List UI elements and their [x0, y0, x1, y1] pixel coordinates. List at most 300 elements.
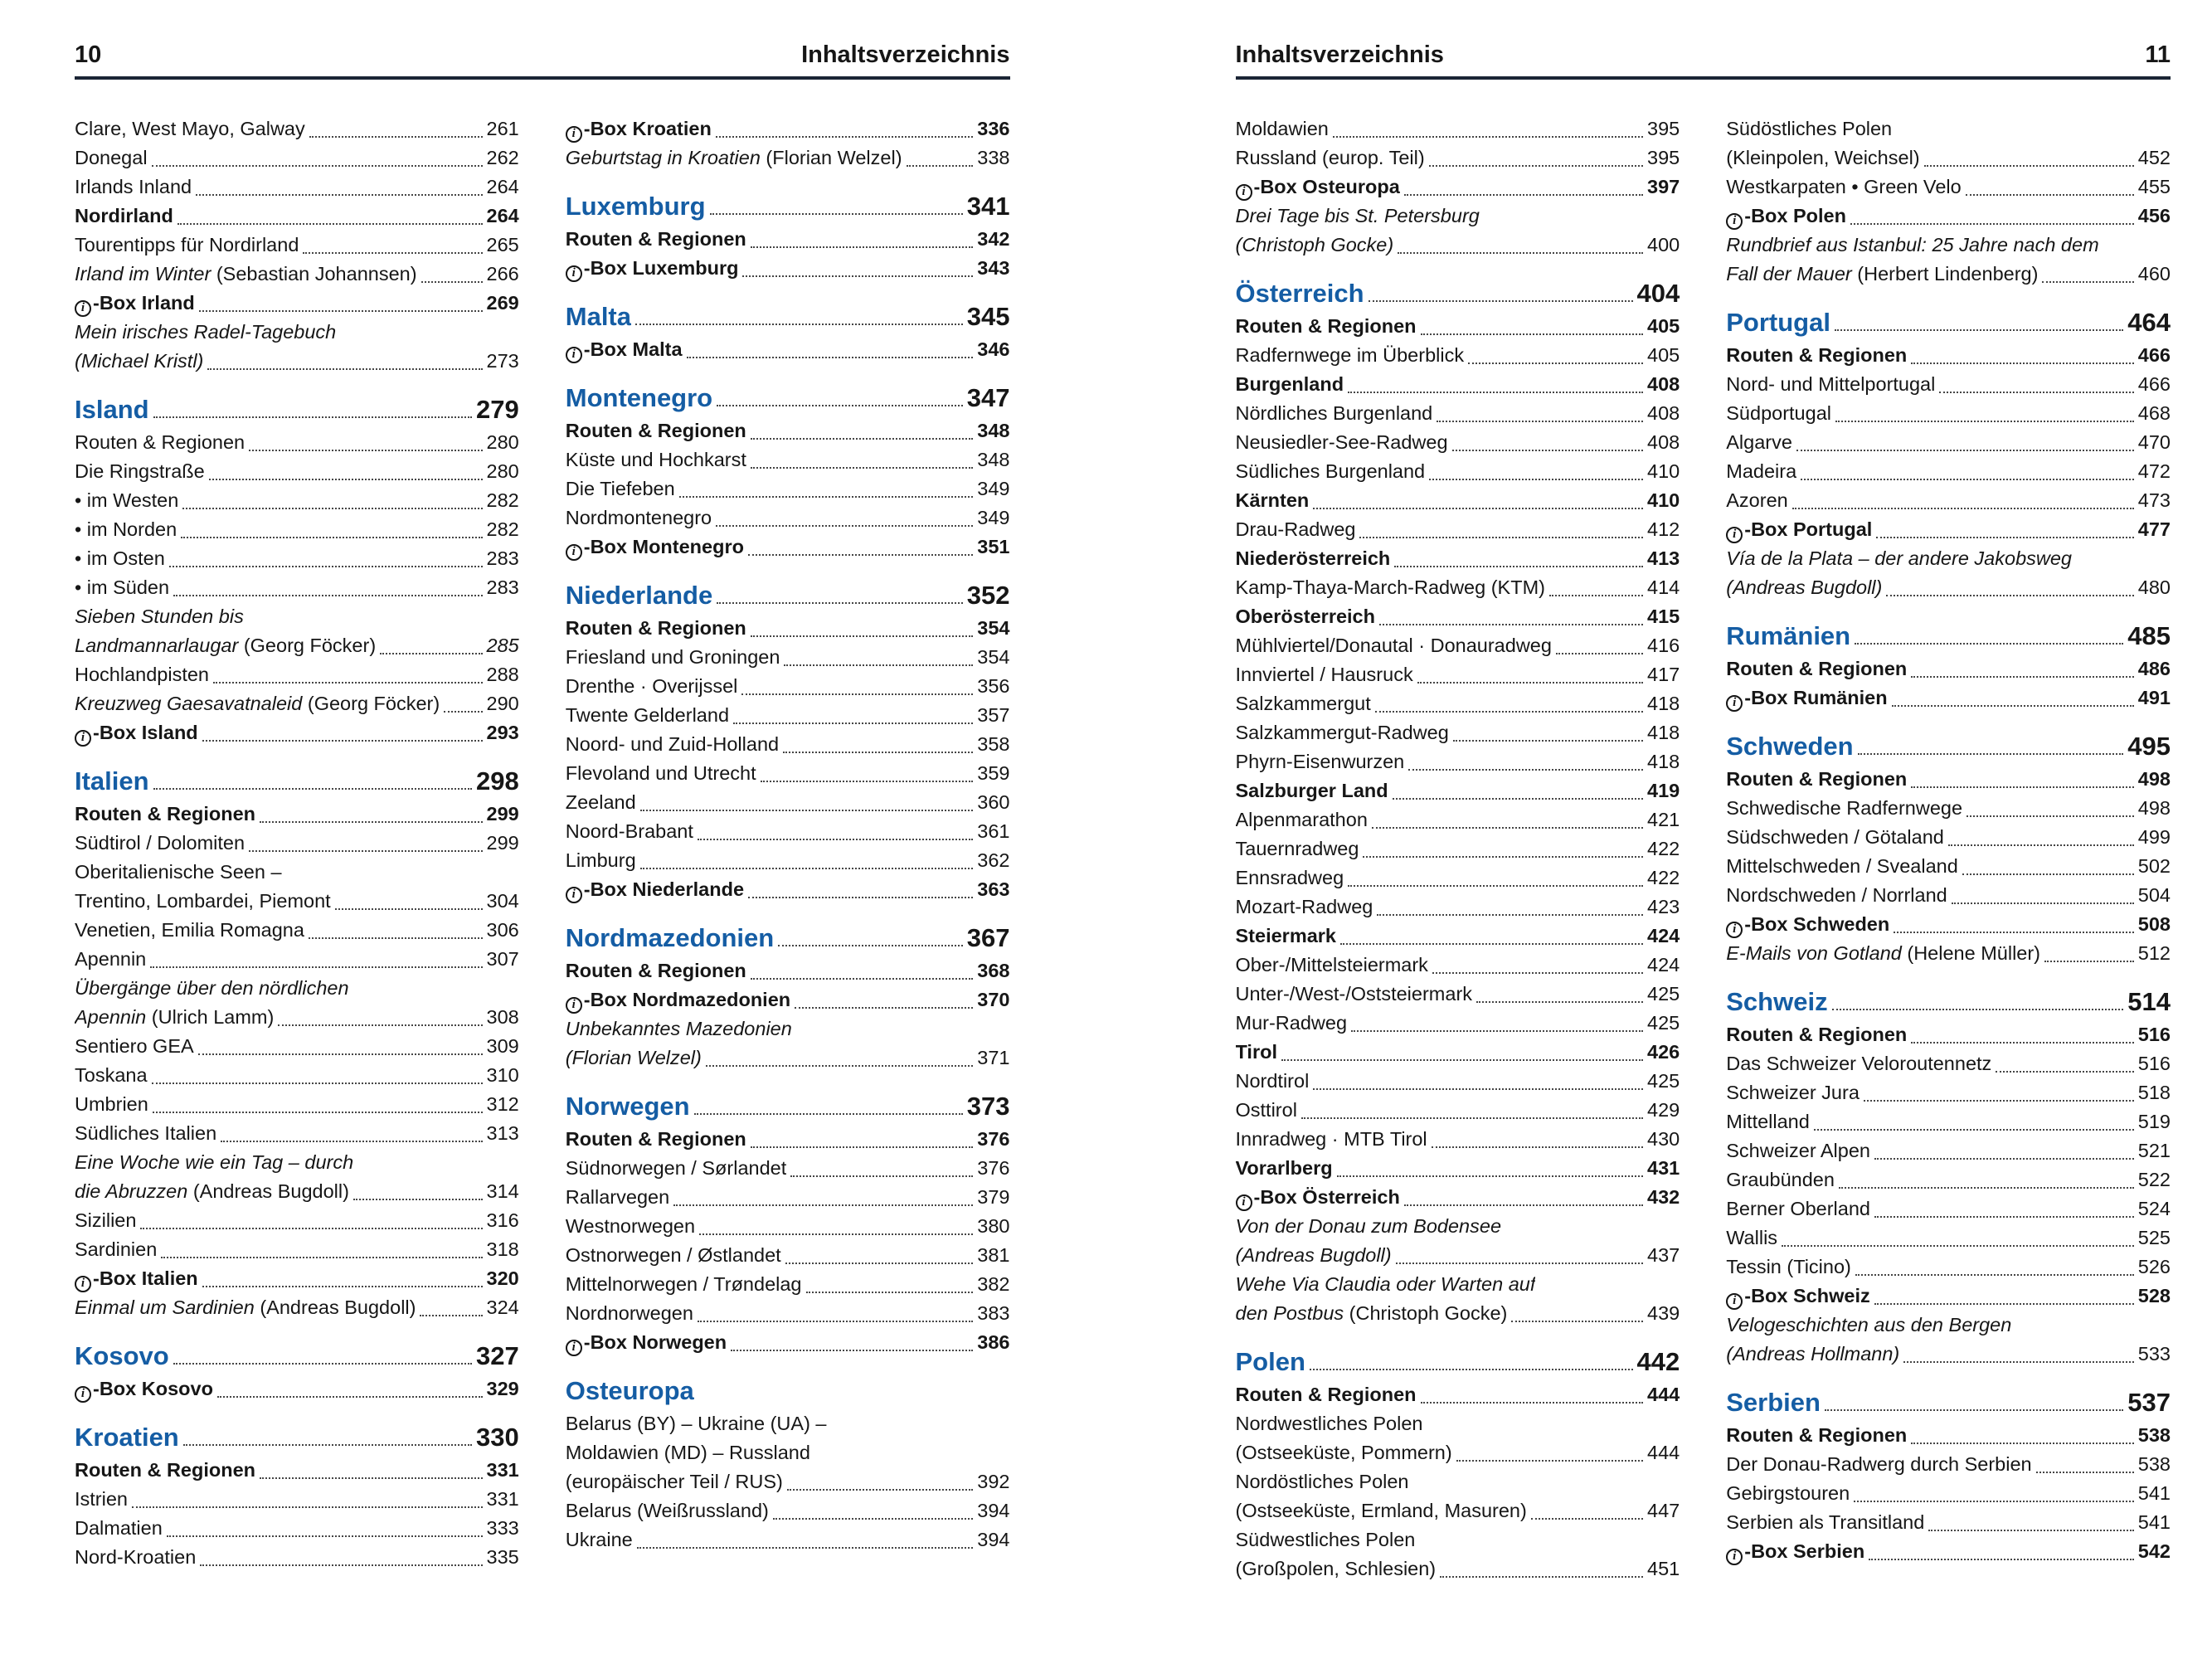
- toc-entry[interactable]: [75, 1374, 519, 1404]
- toc-entry[interactable]: [566, 114, 1010, 144]
- toc-entry[interactable]: [566, 1270, 1010, 1299]
- entry-text: [1236, 834, 1359, 864]
- entry-text: [1236, 660, 1413, 689]
- entry-text: [566, 114, 712, 144]
- toc-entry[interactable]: [75, 1264, 519, 1293]
- toc-entry[interactable]: [1726, 1049, 2171, 1078]
- toc-entry[interactable]: [1236, 515, 1680, 544]
- toc-entry[interactable]: [1236, 573, 1680, 602]
- entry-text-part: -Box Rumänien: [1744, 687, 1888, 708]
- entry-text-part: (Georg Föcker): [238, 635, 377, 656]
- toc-entry[interactable]: [1236, 457, 1680, 486]
- toc-entry[interactable]: [75, 887, 519, 916]
- page-number: 282: [486, 489, 519, 511]
- page-number: 524: [2137, 1198, 2171, 1219]
- entry-text-part: Die Ringstraße: [75, 460, 205, 482]
- toc-entry[interactable]: [1726, 1479, 2171, 1508]
- toc-entry[interactable]: [75, 1543, 519, 1572]
- entry-text: [75, 631, 376, 660]
- entry-text: [1236, 951, 1428, 980]
- entry-text-part: Rallarvegen: [565, 1186, 670, 1208]
- entry-text-part: Routen & Regionen: [75, 1459, 256, 1481]
- entry-text-part: -Box Montenegro: [583, 536, 744, 557]
- toc-heading[interactable]: [566, 383, 1010, 412]
- toc-entry[interactable]: [566, 701, 1010, 730]
- dot-leader: [1417, 682, 1643, 684]
- toc-entry[interactable]: [75, 1235, 519, 1264]
- toc-entry[interactable]: [1726, 573, 2171, 602]
- entry-text: [1236, 1067, 1310, 1096]
- toc-entry[interactable]: [566, 643, 1010, 672]
- page-number: 472: [2137, 460, 2171, 482]
- page-number: 327: [476, 1341, 519, 1370]
- toc-entry[interactable]: [1726, 939, 2171, 968]
- info-icon: i: [566, 265, 582, 282]
- toc-entry[interactable]: [566, 730, 1010, 759]
- toc-entry[interactable]: [1236, 1183, 1680, 1212]
- dot-leader: [1911, 676, 2134, 678]
- entry-text: [75, 660, 209, 689]
- entry-text: [566, 1154, 787, 1183]
- toc-heading[interactable]: [1726, 987, 2171, 1016]
- dot-leader: [1864, 1100, 2134, 1102]
- toc-entry[interactable]: [566, 1241, 1010, 1270]
- entry-text-part: Dalmatien: [75, 1517, 163, 1539]
- toc-entry[interactable]: [1726, 1078, 2171, 1107]
- toc-entry[interactable]: [1726, 765, 2171, 794]
- toc-entry[interactable]: [1236, 202, 1680, 231]
- entry-text-part: Routen & Regionen: [1726, 658, 1908, 679]
- toc-entry[interactable]: [1236, 1467, 1680, 1496]
- dot-leader: [1333, 136, 1643, 138]
- toc-entry[interactable]: [1726, 486, 2171, 515]
- page-number: 376: [977, 1157, 1010, 1179]
- dot-leader: [751, 635, 974, 637]
- toc-entry[interactable]: [1726, 1421, 2171, 1450]
- toc-entry[interactable]: [1726, 370, 2171, 399]
- toc-entry[interactable]: [75, 800, 519, 829]
- entry-text: [1236, 922, 1337, 951]
- toc-entry[interactable]: [1236, 1270, 1680, 1299]
- toc-entry[interactable]: [75, 202, 519, 231]
- toc-entry[interactable]: [75, 544, 519, 573]
- toc-entry[interactable]: [1236, 341, 1680, 370]
- toc-entry[interactable]: [566, 1525, 1010, 1554]
- page-number: 498: [2137, 797, 2171, 819]
- toc-entry[interactable]: [75, 515, 519, 544]
- entry-text-part: Drei Tage bis St. Petersburg: [1235, 205, 1480, 226]
- toc-entry[interactable]: [1726, 457, 2171, 486]
- entry-text: [75, 1090, 148, 1119]
- toc-entry[interactable]: [1726, 428, 2171, 457]
- toc-heading[interactable]: [1726, 621, 2171, 650]
- toc-entry[interactable]: [1236, 1554, 1680, 1584]
- toc-heading[interactable]: [566, 923, 1010, 952]
- toc-entry[interactable]: [1726, 794, 2171, 823]
- entry-text-part: Noord-Brabant: [565, 820, 693, 842]
- dot-leader: [1903, 1361, 2134, 1363]
- page-number: 335: [486, 1546, 519, 1568]
- toc-entry[interactable]: [1726, 399, 2171, 428]
- toc-entry[interactable]: [1236, 1212, 1680, 1241]
- toc-entry[interactable]: [1236, 834, 1680, 864]
- entry-text-part: Schweiz: [1726, 987, 1828, 1016]
- toc-entry[interactable]: [75, 858, 519, 887]
- dot-leader: [132, 1506, 483, 1508]
- toc-entry[interactable]: [1726, 341, 2171, 370]
- entry-text-part: Schwedische Radfernwege: [1726, 797, 1963, 819]
- toc-entry[interactable]: [75, 631, 519, 660]
- toc-entry[interactable]: [566, 1212, 1010, 1241]
- toc-entry[interactable]: [1726, 114, 2171, 144]
- toc-entry[interactable]: [1236, 544, 1680, 573]
- toc-entry[interactable]: [75, 260, 519, 289]
- page-number: 400: [1647, 234, 1680, 255]
- page-number: 359: [977, 762, 1010, 784]
- toc-heading[interactable]: [566, 1092, 1010, 1121]
- toc-entry[interactable]: [1726, 684, 2171, 713]
- toc-entry[interactable]: [1726, 910, 2171, 939]
- entry-text: [75, 318, 336, 347]
- toc-entry[interactable]: [75, 660, 519, 689]
- toc-entry[interactable]: [1236, 1154, 1680, 1183]
- toc-entry[interactable]: [75, 428, 519, 457]
- toc-entry[interactable]: [1236, 602, 1680, 631]
- toc-entry[interactable]: [1236, 631, 1680, 660]
- toc-entry[interactable]: [1236, 805, 1680, 834]
- entry-text: [1236, 747, 1405, 776]
- toc-entry[interactable]: [1726, 1107, 2171, 1136]
- dot-leader: [213, 682, 483, 684]
- toc-entry[interactable]: [1236, 776, 1680, 805]
- toc-entry[interactable]: [75, 114, 519, 144]
- toc-entry[interactable]: [1726, 1194, 2171, 1224]
- dot-leader: [198, 1053, 483, 1055]
- toc-entry[interactable]: [566, 445, 1010, 474]
- toc-entry[interactable]: [1236, 718, 1680, 747]
- page-header: [75, 41, 1010, 80]
- entry-text: [566, 672, 738, 701]
- page-number: 376: [977, 1128, 1010, 1150]
- toc-entry[interactable]: [1726, 173, 2171, 202]
- toc-entry[interactable]: [1236, 231, 1680, 260]
- toc-entry[interactable]: [1726, 1020, 2171, 1049]
- toc-entry[interactable]: [1236, 1125, 1680, 1154]
- toc-entry[interactable]: [566, 956, 1010, 985]
- toc-heading[interactable]: [75, 1341, 519, 1370]
- page-number: 280: [486, 431, 519, 453]
- entry-text-part: Belarus (BY) – Ukraine (UA) –: [565, 1413, 827, 1434]
- entry-text: [566, 1376, 694, 1405]
- toc-entry[interactable]: [1236, 1409, 1680, 1438]
- entry-text: [75, 602, 244, 631]
- toc-entry[interactable]: [1236, 893, 1680, 922]
- entry-text: [566, 759, 756, 788]
- toc-entry[interactable]: [1236, 1496, 1680, 1525]
- toc-entry[interactable]: [566, 1299, 1010, 1328]
- toc-heading[interactable]: [566, 581, 1010, 610]
- toc-entry[interactable]: [1726, 1450, 2171, 1479]
- entry-text: [566, 1328, 727, 1357]
- toc-entry[interactable]: [566, 474, 1010, 504]
- page-number: 308: [486, 1006, 519, 1028]
- entry-text: [566, 1014, 792, 1044]
- dot-leader: [1858, 753, 2124, 755]
- entry-text-part: Sieben Stunden bis: [75, 606, 244, 627]
- toc-entry[interactable]: [75, 289, 519, 318]
- toc-entry[interactable]: [1236, 1438, 1680, 1467]
- toc-entry[interactable]: [1726, 1136, 2171, 1165]
- dot-leader: [1421, 333, 1644, 335]
- page-number: 380: [977, 1215, 1010, 1237]
- toc-entry[interactable]: [566, 1438, 1010, 1467]
- toc-entry[interactable]: [1726, 231, 2171, 260]
- dot-leader: [635, 324, 963, 325]
- info-icon: i: [566, 997, 582, 1014]
- toc-entry[interactable]: [566, 1496, 1010, 1525]
- entry-text: [75, 858, 282, 887]
- dot-leader: [679, 496, 974, 498]
- dot-leader: [309, 937, 483, 939]
- toc-entry[interactable]: [566, 985, 1010, 1014]
- info-icon: i: [75, 1386, 91, 1403]
- toc-entry[interactable]: [1236, 660, 1680, 689]
- toc-entry[interactable]: [566, 225, 1010, 254]
- page-number-folio: 10: [75, 41, 102, 68]
- toc-entry[interactable]: [566, 335, 1010, 364]
- toc-entry[interactable]: [75, 318, 519, 347]
- entry-text: [1726, 144, 1919, 173]
- toc-entry[interactable]: [75, 689, 519, 718]
- entry-text: [1726, 515, 1872, 544]
- entry-text-part: Mittelnorwegen / Trøndelag: [565, 1273, 802, 1295]
- toc-entry[interactable]: [1236, 1525, 1680, 1554]
- toc-entry[interactable]: [566, 504, 1010, 533]
- entry-text-part: Gebirgstouren: [1726, 1482, 1850, 1504]
- info-icon: i: [1726, 527, 1743, 543]
- entry-text-part: Mittelschweden / Svealand: [1726, 855, 1958, 877]
- toc-heading[interactable]: [75, 395, 519, 424]
- toc-entry[interactable]: [566, 1014, 1010, 1044]
- toc-entry[interactable]: [75, 457, 519, 486]
- toc-entry[interactable]: [1236, 312, 1680, 341]
- page-number: 397: [1647, 176, 1680, 197]
- info-icon: i: [1726, 213, 1743, 230]
- toc-entry[interactable]: [566, 1154, 1010, 1183]
- toc-entry[interactable]: [75, 1206, 519, 1235]
- toc-entry[interactable]: [566, 875, 1010, 904]
- toc-entry[interactable]: [566, 254, 1010, 283]
- toc-heading[interactable]: [1726, 1388, 2171, 1417]
- toc-entry[interactable]: [1236, 951, 1680, 980]
- toc-entry[interactable]: [75, 602, 519, 631]
- toc-entry[interactable]: [1236, 1299, 1680, 1328]
- toc-entry[interactable]: [1726, 202, 2171, 231]
- toc-entry[interactable]: [1236, 114, 1680, 144]
- toc-entry[interactable]: [1236, 980, 1680, 1009]
- toc-entry[interactable]: [1726, 1282, 2171, 1311]
- toc-heading[interactable]: [75, 766, 519, 795]
- entry-text: [566, 846, 636, 875]
- entry-text: [566, 788, 636, 817]
- entry-text-part: Südnorwegen / Sørlandet: [565, 1157, 787, 1179]
- toc-entry[interactable]: [1726, 1224, 2171, 1253]
- toc-entry[interactable]: [1236, 864, 1680, 893]
- entry-text-part: Das Schweizer Veloroutennetz: [1726, 1053, 1992, 1074]
- toc-entry[interactable]: [566, 846, 1010, 875]
- toc-heading[interactable]: [1236, 1347, 1680, 1376]
- dot-leader: [152, 1082, 483, 1084]
- entry-text-part: Salzkammergut: [1235, 693, 1371, 714]
- toc-entry[interactable]: [1726, 654, 2171, 684]
- toc-entry[interactable]: [75, 1061, 519, 1090]
- toc-entry[interactable]: [75, 916, 519, 945]
- entry-text-part: den Postbus: [1235, 1302, 1344, 1324]
- entry-text: [1726, 1340, 1899, 1369]
- toc-entry[interactable]: [566, 788, 1010, 817]
- toc-entry[interactable]: [1726, 852, 2171, 881]
- toc-entry[interactable]: [1236, 370, 1680, 399]
- toc-entry[interactable]: [1236, 747, 1680, 776]
- dot-leader: [202, 1286, 483, 1287]
- toc-entry[interactable]: [75, 173, 519, 202]
- toc-entry[interactable]: [566, 1328, 1010, 1357]
- toc-entry[interactable]: [75, 347, 519, 376]
- page-number: 290: [486, 693, 519, 714]
- entry-text-part: Südschweden / Götaland: [1726, 826, 1944, 848]
- toc-heading[interactable]: [566, 302, 1010, 331]
- toc-entry[interactable]: [566, 672, 1010, 701]
- toc-heading[interactable]: [1236, 279, 1680, 308]
- toc-entry[interactable]: [1726, 1253, 2171, 1282]
- toc-entry[interactable]: [566, 759, 1010, 788]
- toc-entry[interactable]: [1236, 1380, 1680, 1409]
- toc-entry[interactable]: [75, 1032, 519, 1061]
- toc-entry[interactable]: [1236, 428, 1680, 457]
- toc-entry[interactable]: [1236, 399, 1680, 428]
- toc-entry[interactable]: [1726, 881, 2171, 910]
- entry-text-part: Küste und Hochkarst: [565, 449, 746, 470]
- page-number: 370: [977, 989, 1010, 1010]
- toc-entry[interactable]: [1236, 1241, 1680, 1270]
- toc-entry[interactable]: [566, 533, 1010, 562]
- toc-entry[interactable]: [566, 416, 1010, 445]
- toc-entry[interactable]: [75, 1485, 519, 1514]
- toc-entry[interactable]: [75, 945, 519, 974]
- page-number: 516: [2137, 1024, 2171, 1045]
- page-number: 424: [1647, 925, 1680, 946]
- toc-entry[interactable]: [75, 1177, 519, 1206]
- entry-text: [566, 985, 790, 1014]
- toc-entry[interactable]: [75, 1456, 519, 1485]
- dot-leader: [200, 1564, 482, 1566]
- toc-entry[interactable]: [75, 1090, 519, 1119]
- entry-text-part: Umbrien: [75, 1093, 148, 1115]
- toc-entry[interactable]: [1236, 922, 1680, 951]
- toc-entry[interactable]: [566, 1125, 1010, 1154]
- dot-leader: [1363, 856, 1643, 858]
- toc-entry[interactable]: [566, 144, 1010, 173]
- toc-entry[interactable]: [1726, 544, 2171, 573]
- dot-leader: [153, 788, 472, 790]
- toc-entry[interactable]: [1236, 689, 1680, 718]
- entry-text-part: (Kleinpolen, Weichsel): [1726, 147, 1920, 168]
- toc-entry[interactable]: [75, 1293, 519, 1322]
- toc-entry[interactable]: [1726, 260, 2171, 289]
- toc-entry[interactable]: [1726, 144, 2171, 173]
- toc-entry[interactable]: [1726, 1340, 2171, 1369]
- entry-text-part: Nordöstliches Polen: [1235, 1471, 1409, 1492]
- toc-entry[interactable]: [566, 817, 1010, 846]
- toc-entry[interactable]: [1726, 1311, 2171, 1340]
- toc-entry[interactable]: [75, 231, 519, 260]
- toc-entry[interactable]: [1236, 1009, 1680, 1038]
- entry-text: [566, 956, 746, 985]
- info-icon: i: [75, 730, 91, 747]
- toc-entry[interactable]: [566, 1409, 1010, 1438]
- toc-entry[interactable]: [1726, 1537, 2171, 1566]
- entry-text-part: Polen: [1235, 1347, 1305, 1376]
- page-number: 537: [2127, 1388, 2171, 1417]
- entry-text: [1236, 1554, 1437, 1584]
- toc-entry[interactable]: [1236, 1096, 1680, 1125]
- toc-heading[interactable]: [566, 192, 1010, 221]
- entry-text: [1726, 732, 1853, 761]
- toc-heading[interactable]: [1726, 308, 2171, 337]
- toc-entry[interactable]: [75, 1003, 519, 1032]
- entry-text: [1726, 987, 1827, 1016]
- toc-entry[interactable]: [75, 573, 519, 602]
- toc-entry[interactable]: [75, 486, 519, 515]
- entry-text: [75, 1264, 198, 1293]
- toc-entry[interactable]: [1236, 486, 1680, 515]
- entry-text-part: (Georg Föcker): [302, 693, 440, 714]
- toc-entry[interactable]: [566, 1044, 1010, 1073]
- toc-entry[interactable]: [1236, 144, 1680, 173]
- page-number: 351: [977, 536, 1010, 557]
- toc-entry[interactable]: [1726, 823, 2171, 852]
- toc-entry[interactable]: [75, 1514, 519, 1543]
- toc-entry[interactable]: [566, 614, 1010, 643]
- page-number: 269: [486, 292, 519, 314]
- entry-text: [566, 335, 683, 364]
- toc-entry[interactable]: [75, 718, 519, 747]
- toc-entry[interactable]: [1236, 173, 1680, 202]
- toc-entry[interactable]: [1236, 1067, 1680, 1096]
- toc-entry[interactable]: [1726, 1165, 2171, 1194]
- entry-text: [566, 614, 746, 643]
- entry-text: [1236, 805, 1368, 834]
- toc-entry[interactable]: [75, 1148, 519, 1177]
- page-number: 491: [2137, 687, 2171, 708]
- toc-entry[interactable]: [1726, 515, 2171, 544]
- toc-entry[interactable]: [75, 1119, 519, 1148]
- toc-entry[interactable]: [75, 974, 519, 1003]
- toc-entry[interactable]: [1726, 1508, 2171, 1537]
- toc-heading[interactable]: [1726, 732, 2171, 761]
- toc-heading[interactable]: [566, 1376, 1010, 1405]
- toc-heading[interactable]: [75, 1423, 519, 1452]
- dot-leader: [1874, 1303, 2134, 1305]
- toc-entry[interactable]: [1236, 1038, 1680, 1067]
- toc-entry[interactable]: [566, 1183, 1010, 1212]
- page-number: 418: [1647, 751, 1680, 772]
- toc-entry[interactable]: [75, 829, 519, 858]
- page-number: 368: [977, 960, 1010, 981]
- toc-entry[interactable]: [566, 1467, 1010, 1496]
- toc-entry[interactable]: [75, 144, 519, 173]
- page-number: 324: [486, 1297, 519, 1318]
